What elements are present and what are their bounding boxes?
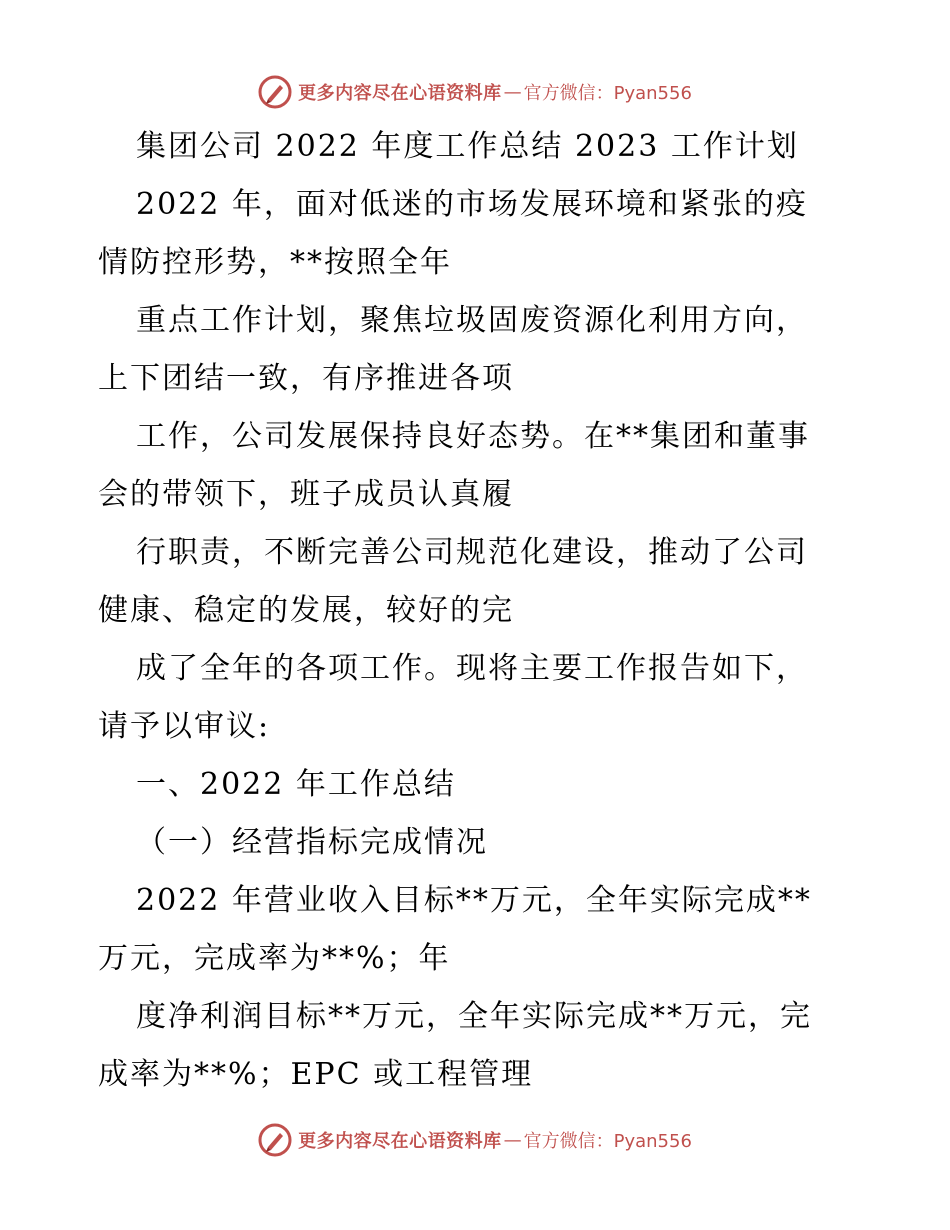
watermark-separator: — [503, 1129, 522, 1151]
document-line: 2022 年，面对低迷的市场发展环境和紧张的疫 [136, 187, 808, 222]
pen-logo-icon [258, 1123, 292, 1157]
document-line: 一、2022 年工作总结 [136, 767, 456, 802]
document-line: 健康、稳定的发展，较好的完 [98, 593, 514, 628]
document-line: 成率为**%；EPC 或工程管理 [98, 1057, 534, 1092]
watermark-footer [0, 1120, 950, 1160]
watermark-wechat-text: 官方微信：Pyan556 [523, 1131, 692, 1152]
watermark-header [0, 72, 950, 112]
watermark-wechat-text: 官方微信：Pyan556 [523, 83, 692, 104]
document-line: 行职责，不断完善公司规范化建设，推动了公司 [136, 535, 808, 570]
document-line: 工作，公司发展保持良好态势。在**集团和董事 [136, 419, 810, 454]
document-line: 成了全年的各项工作。现将主要工作报告如下， [136, 651, 808, 686]
document-line: 会的带领下，班子成员认真履 [98, 477, 514, 512]
document-title: 集团公司 2022 年度工作总结 2023 工作计划 [136, 129, 799, 164]
document-line: 上下团结一致，有序推进各项 [98, 361, 514, 396]
document-paragraphs [98, 176, 858, 1104]
document-line: 重点工作计划，聚焦垃圾固废资源化利用方向， [136, 303, 808, 338]
document-line: 请予以审议: [98, 709, 271, 744]
document-line: 2022 年营业收入目标**万元，全年实际完成** [136, 883, 812, 918]
document-body [98, 118, 858, 1104]
document-line: （一）经营指标完成情况 [136, 825, 488, 860]
document-line: 万元，完成率为**%；年 [98, 941, 451, 976]
document-line: 度净利润目标**万元，全年实际完成**万元，完 [136, 999, 812, 1034]
watermark-separator: — [503, 81, 522, 103]
watermark-site-text: 更多内容尽在心语资料库 [298, 83, 502, 104]
watermark-site-text: 更多内容尽在心语资料库 [298, 1131, 502, 1152]
pen-logo-icon [258, 75, 292, 109]
document-line: 情防控形势，**按照全年 [98, 245, 452, 280]
